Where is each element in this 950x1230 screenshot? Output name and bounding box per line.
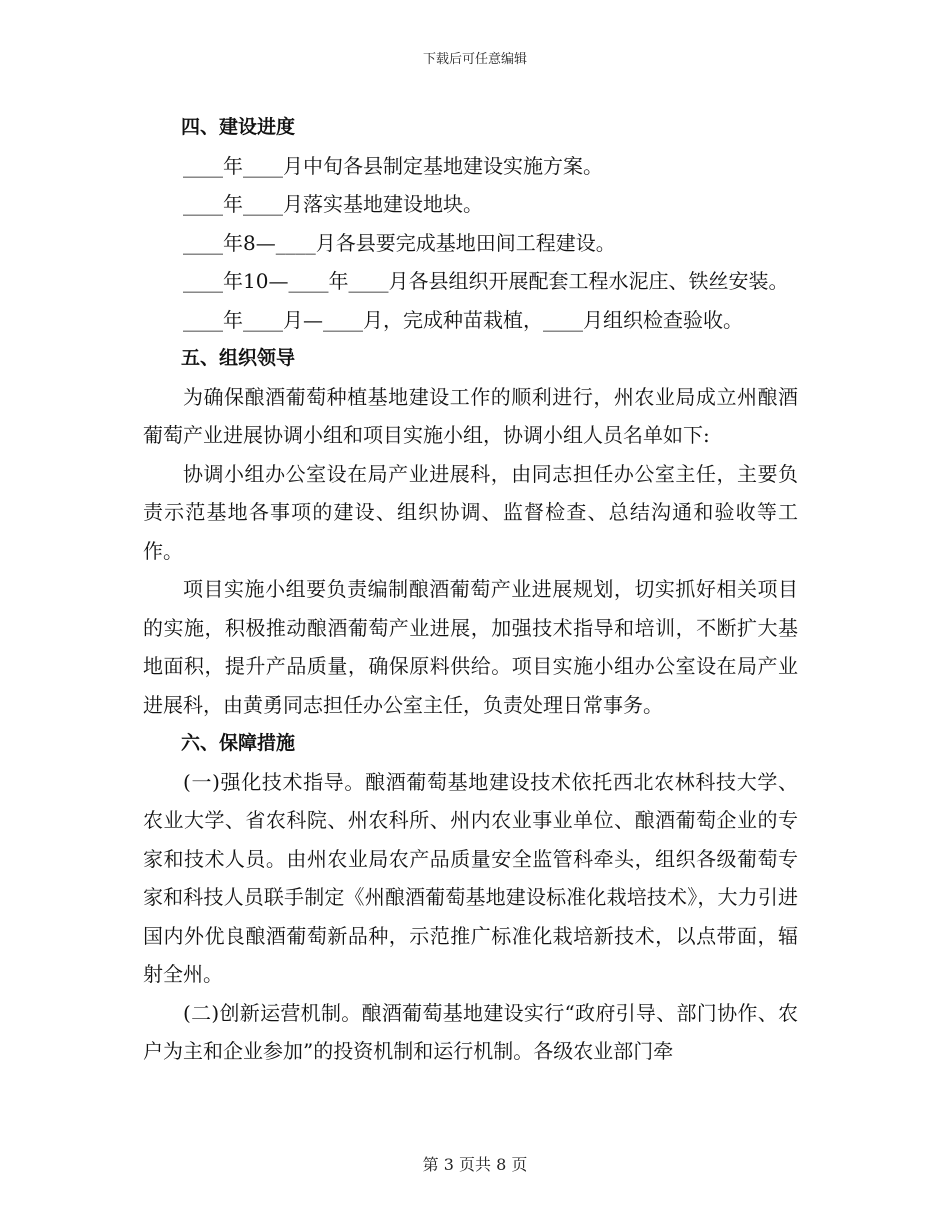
- page-header: 下载后可任意编辑: [422, 52, 527, 67]
- paragraph: ____年____月中旬各县制定基地建设实施方案。: [183, 153, 603, 178]
- paragraph: ____年8—____月各县要完成基地田间工程建设。: [183, 230, 616, 255]
- paragraph: 项目实施小组要负责编制酿酒葡萄产业进展规划，切实抓好相关项目的实施，积极推动酿酒葡萄产业进展，加强技术指导和培训，不断扩大基地面积，提升产品质量，确保原料供给。项目实施小组办公室设在局产业进展科，由黄勇同志担任办公室主任，负责处理日常事务。: [143, 577, 798, 717]
- paragraph: 为确保酿酒葡萄种植基地建设工作的顺利进行，州农业局成立州酿酒葡萄产业进展协调小组和项目实施小组，协调小组人员名单如下:: [143, 384, 798, 447]
- paragraph: ____年10—____年____月各县组织开展配套工程水泥庄、铁丝安装。: [183, 269, 789, 293]
- paragraph: ____年____月—____月，完成种苗栽植，____月组织检查验收。: [183, 307, 743, 332]
- paragraph: (二)创新运营机制。酿酒葡萄基地建设实行“政府引导、部门协作、农户为主和企业参加”的投资机制和运行机制。各级农业部门牵: [143, 1000, 798, 1063]
- page-number-footer: 第 3 页共 8 页: [422, 1155, 528, 1174]
- section-organization-leadership: [143, 339, 798, 724]
- section-heading: 五、组织领导: [181, 347, 296, 369]
- section-construction-schedule: [143, 108, 798, 339]
- paragraph: 协调小组办公室设在局产业进展科，由同志担任办公室主任，主要负责示范基地各事项的建设、组织协调、监督检查、总结沟通和验收等工作。: [143, 461, 798, 563]
- section-heading: 六、保障措施: [181, 732, 296, 754]
- section-safeguard-measures: [143, 724, 798, 1071]
- document-body: [143, 108, 798, 1071]
- paragraph: ____年____月落实基地建设地块。: [183, 192, 483, 216]
- paragraph: (一)强化技术指导。酿酒葡萄基地建设技术依托西北农林科技大学、农业大学、省农科院、州农科所、州内农业事业单位、酿酒葡萄企业的专家和技术人员。由州农业局农产品质量安全监管科牵头，组织各级葡萄专家和科技人员联手制定《州酿酒葡萄基地建设标准化栽培技术》，大力引进国内外优良酿酒葡萄新品种，示范推广标准化栽培新技术，以点带面，辐射全州。: [143, 769, 798, 986]
- section-heading: 四、建设进度: [181, 116, 296, 138]
